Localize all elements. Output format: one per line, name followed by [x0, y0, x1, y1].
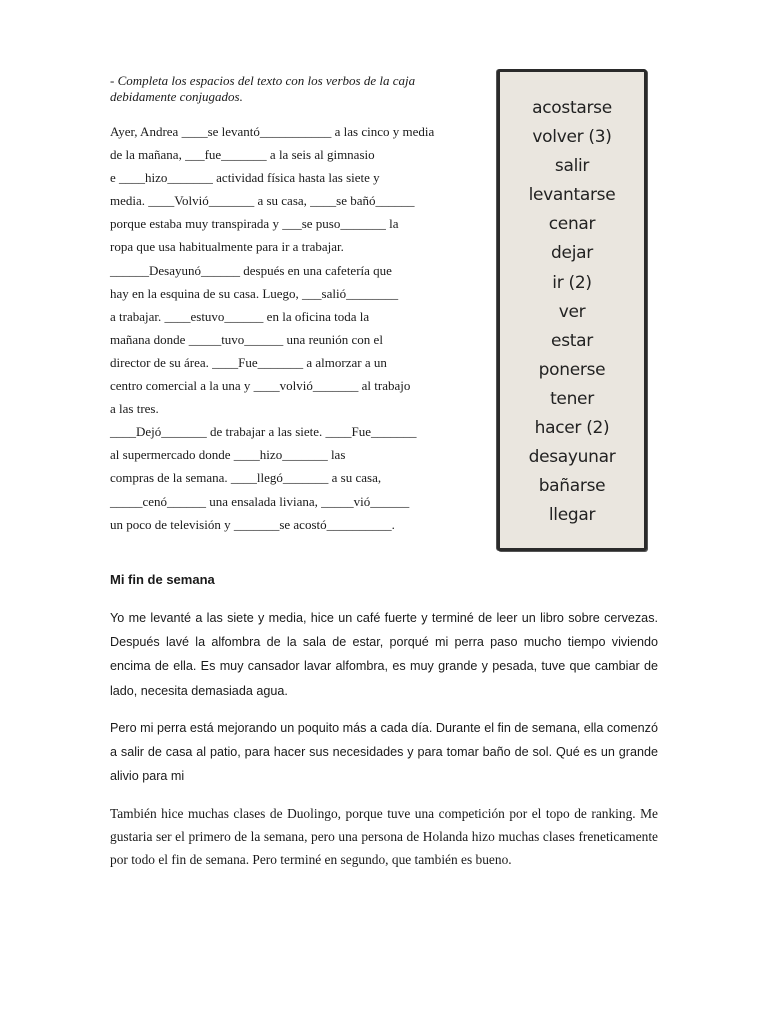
verb-item: tener	[550, 388, 594, 409]
paragraph: También hice muchas clases de Duolingo, porque tuve una competición por el topo de ranking. Me gustaria ser el primero de la semana, pero una persona de Holanda hizo muchas clases freneticamente por todo el fin de semana. Pero terminé en segundo, que también es bueno.	[110, 806, 658, 867]
verb-item: acostarse	[532, 98, 612, 118]
section-title: Mi fin de semana	[110, 572, 215, 587]
exercise-line: media. ____Volvió_______ a su casa, ____se bañó______	[110, 193, 415, 209]
exercise-line: ______Desayunó______ después en una cafetería que	[110, 262, 392, 278]
exercise-line: un poco de televisión y _______se acostó__________.	[110, 516, 395, 532]
exercise-line: _____cenó______ una ensalada liviana, _____vió______	[110, 493, 410, 509]
exercise-line: de la mañana, ___fue_______ a la seis al gimnasio	[110, 147, 375, 163]
verb-item: levantarse	[528, 185, 616, 206]
verb-item: hacer (2)	[534, 418, 610, 439]
exercise-line: hay en la esquina de su casa. Luego, ___salió________	[110, 285, 399, 301]
verb-item: ir (2)	[552, 272, 592, 293]
paragraph: Yo me levanté a las siete y media, hice un café fuerte y terminé de leer un libro sobre cervezas. Después lavé la alfombra de la sala de estar, porqué mi perra paso mucho tiempo viviendo encima de ella. Es muy cansador lavar alfombra, es muy grande y pesada, tuve que cambiar de lado, necesita demasiada agua.	[110, 611, 658, 698]
verb-item: cenar	[548, 214, 596, 235]
exercise-line: mañana donde _____tuvo______ una reunión con el	[110, 331, 383, 347]
exercise-line: compras de la semana. ____llegó_______ a su casa,	[110, 470, 382, 486]
exercise-line: a trabajar. ____estuvo______ en la oficina toda la	[110, 308, 370, 324]
fill-in-exercise	[110, 120, 490, 536]
verb-item: estar	[551, 330, 593, 351]
verb-box	[497, 69, 647, 551]
paragraph: Pero mi perra está mejorando un poquito más a cada día. Durante el fin de semana, ella comenzó a salir de casa al patio, para hacer sus necesidades y para tomar baño de sol. Qué es un grande alivio para mi	[110, 721, 658, 784]
verb-item: volver (3)	[532, 127, 612, 148]
verb-item: ponerse	[538, 359, 606, 380]
exercise-instruction: - Completa los espacios del texto con los verbos de la caja debidamente conjugados.	[110, 73, 416, 104]
exercise-line: porque estaba muy transpirada y ___se puso_______ la	[110, 216, 399, 232]
verb-item: llegar	[548, 505, 596, 526]
exercise-line: al supermercado donde ____hizo_______ las	[110, 447, 346, 463]
exercise-line: Ayer, Andrea ____se levantó___________ a las cinco y media	[110, 124, 435, 139]
verb-list	[500, 94, 644, 530]
exercise-line: ____Dejó_______ de trabajar a las siete. ____Fue_______	[110, 424, 417, 440]
exercise-line: ropa que usa habitualmente para ir a trabajar.	[110, 239, 344, 255]
exercise-line: director de su área. ____Fue_______ a almorzar a un	[110, 354, 387, 370]
exercise-line: e ____hizo_______ actividad física hasta las siete y	[110, 170, 380, 186]
verb-item: bañarse	[538, 476, 606, 497]
exercise-line: a las tres.	[110, 401, 159, 417]
verb-item: desayunar	[528, 447, 616, 468]
verb-item: dejar	[551, 243, 593, 264]
verb-item: salir	[554, 156, 590, 177]
exercise-line: centro comercial a la una y ____volvió_______ al trabajo	[110, 378, 411, 394]
verb-item: ver	[558, 301, 586, 322]
